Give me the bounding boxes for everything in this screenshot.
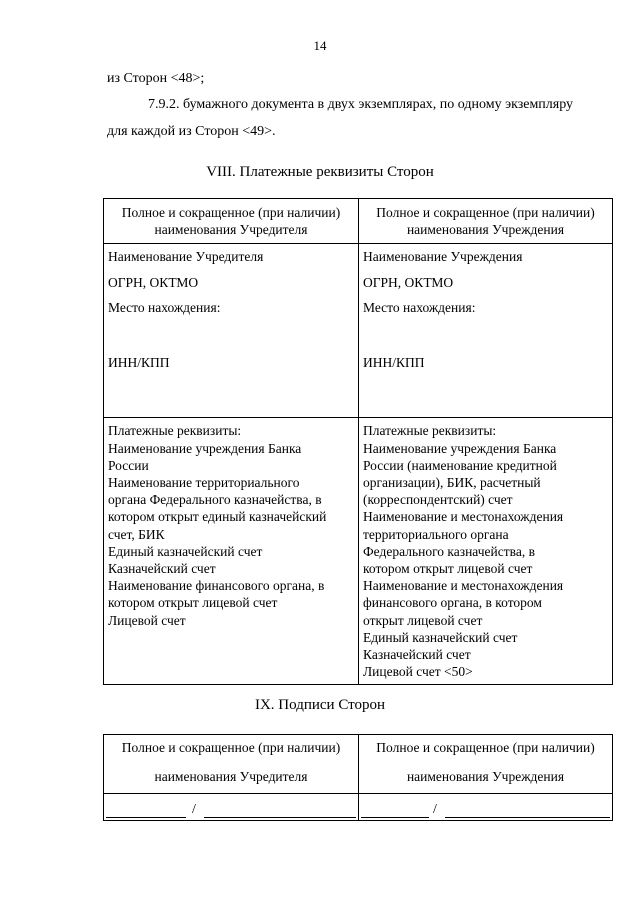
- founder-payment-line: Платежные реквизиты:: [108, 423, 242, 439]
- founder-payment-line: счет, БИК: [108, 526, 165, 542]
- founder-payment-cell: [104, 418, 359, 685]
- founder-payment-line: Наименование территориального: [108, 475, 300, 491]
- institution-payment-line: организации), БИК, расчетный: [363, 475, 541, 491]
- founder-payment-line: Казначейский счет: [108, 561, 216, 577]
- table-header-row: [104, 199, 613, 244]
- institution-payment-line: финансового органа, в котором: [363, 595, 542, 611]
- institution-payment-line: Лицевой счет <50>: [363, 664, 473, 680]
- institution-payment-line: (корреспондентский) счет: [363, 492, 513, 508]
- section-8-title: VIII. Платежные реквизиты Сторон: [206, 164, 434, 180]
- founder-signature-slash: /: [192, 802, 196, 817]
- section-9-title: IX. Подписи Сторон: [254, 697, 386, 713]
- institution-payment-line: Наименование и местонахождения: [363, 578, 564, 594]
- founder-identification-cell: [104, 244, 359, 418]
- institution-payment-line: территориального органа: [363, 526, 509, 542]
- intro-line-1: из Сторон <48>;: [107, 71, 205, 86]
- institution-address-label: Место нахождения:: [363, 299, 476, 315]
- founder-payment-line: Наименование финансового органа, в: [108, 578, 325, 594]
- institution-payment-line: открыт лицевой счет: [363, 612, 483, 628]
- institution-signature-header-line1: Полное и сокращенное (при наличии): [376, 740, 595, 755]
- institution-payment-line: Единый казначейский счет: [363, 629, 518, 645]
- founder-signature-cell: [104, 794, 359, 821]
- founder-inn-label: ИНН/КПП: [108, 355, 170, 371]
- intro-line-2: 7.9.2. бумажного документа в двух экземплярах, по одному экземпляру: [148, 97, 574, 112]
- institution-payment-line: Наименование и местонахождения: [363, 509, 564, 525]
- institution-name-label: Наименование Учреждения: [363, 249, 523, 265]
- institution-inn-label: ИНН/КПП: [363, 355, 425, 371]
- institution-payment-cell: [359, 418, 613, 685]
- founder-signature-header-line1: Полное и сокращенное (при наличии): [121, 740, 341, 755]
- institution-signature-header-line2: наименования Учреждения: [406, 769, 565, 784]
- founder-signature-header: [104, 735, 359, 794]
- intro-line-3: для каждой из Сторон <49>.: [107, 124, 276, 139]
- founder-ogrn-label: ОГРН, ОКТМО: [108, 274, 199, 290]
- founder-address-label: Место нахождения:: [108, 299, 221, 315]
- founder-name-label: Наименование Учредителя: [108, 249, 264, 265]
- payment-details-row: [104, 418, 613, 685]
- institution-payment-line: России (наименование кредитной: [363, 457, 557, 473]
- institution-payment-line: Платежные реквизиты:: [363, 423, 497, 439]
- founder-payment-line: России: [108, 457, 149, 473]
- identification-row: [104, 244, 613, 418]
- founder-signature-line: [106, 817, 186, 818]
- institution-ogrn-label: ОГРН, ОКТМО: [363, 274, 454, 290]
- institution-payment-line: Федерального казначейства, в: [363, 543, 535, 559]
- founder-payment-line: Единый казначейский счет: [108, 543, 263, 559]
- institution-signature-header: [359, 735, 613, 794]
- institution-identification-cell: [359, 244, 613, 418]
- payment-details-table: [103, 198, 613, 685]
- founder-payment-line: органа Федерального казначейства, в: [108, 492, 322, 508]
- signatures-header-row: [104, 735, 613, 794]
- institution-name-header: Полное и сокращенное (при наличии) наименования Учреждения: [359, 199, 613, 244]
- signatures-table: [103, 734, 613, 821]
- page-number: 14: [313, 38, 327, 53]
- institution-name-line: [445, 817, 610, 818]
- founder-payment-line: котором открыт лицевой счет: [108, 595, 278, 611]
- founder-payment-line: Наименование учреждения Банка: [108, 440, 302, 456]
- institution-signature-slash: /: [433, 802, 437, 817]
- founder-signature-header-line2: наименования Учредителя: [154, 769, 308, 784]
- institution-payment-line: котором открыт лицевой счет: [363, 561, 533, 577]
- institution-payment-line: Наименование учреждения Банка: [363, 440, 557, 456]
- founder-payment-line: Лицевой счет: [108, 612, 186, 628]
- founder-name-line: [204, 817, 356, 818]
- founder-payment-line: котором открыт единый казначейский: [108, 509, 327, 525]
- signatures-row: [104, 794, 613, 821]
- institution-signature-line: [361, 817, 429, 818]
- institution-signature-cell: [359, 794, 613, 821]
- founder-name-header: Полное и сокращенное (при наличии) наименования Учредителя: [104, 199, 359, 244]
- institution-payment-line: Казначейский счет: [363, 647, 471, 663]
